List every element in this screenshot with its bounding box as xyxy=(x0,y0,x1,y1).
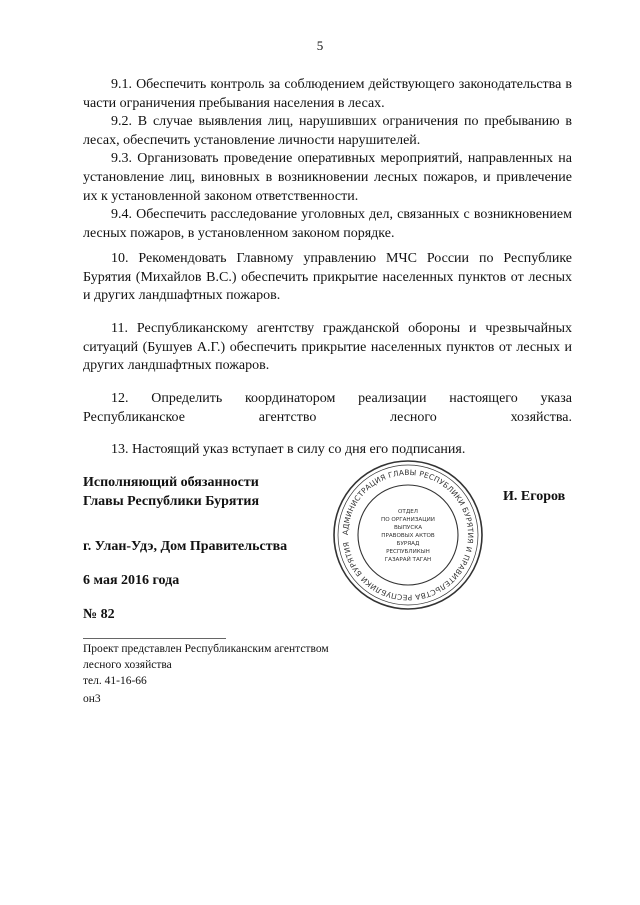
clause-11-block xyxy=(83,320,572,376)
stamp-center-line: РЕСПУБЛИКЫН xyxy=(386,549,430,555)
clause-9-block xyxy=(83,76,572,243)
signing-date: 6 мая 2016 года xyxy=(83,573,180,588)
clause-10: 10. Рекомендовать Главному управлению МЧС России по Республике Бурятия (Михайлов В.С.) обеспечить прикрытие населенных пунктов от лесных и других ландшафтных пожаров. xyxy=(83,251,572,304)
stamp-center-line: ВЫПУСКА xyxy=(393,525,423,531)
clause-9-2: 9.2. В случае выявления лиц, нарушивших ограничения по пребыванию в лесах, обеспечить установление личности нарушителей. xyxy=(83,114,572,148)
footnote-line-2: лесного хозяйства xyxy=(83,659,172,671)
stamp-center-line: ПО ОРГАНИЗАЦИИ xyxy=(381,517,435,523)
footnote-divider xyxy=(83,638,226,639)
footnote-line-1: Проект представлен Республиканским агентством xyxy=(83,643,329,655)
document-code: он3 xyxy=(83,693,101,705)
signing-place: г. Улан-Удэ, Дом Правительства xyxy=(83,539,288,554)
clause-11: 11. Республиканскому агентству гражданской обороны и чрезвычайных ситуаций (Бушуев А.Г.) обеспечить прикрытие населенных пунктов от лесных и других ландшафтных пожаров. xyxy=(83,321,572,374)
footnote-line-3: тел. 41-16-66 xyxy=(83,675,147,687)
clause-9-4: 9.4. Обеспечить расследование уголовных дел, связанных с возникновением лесных пожаров, в установленном законом порядке. xyxy=(83,207,572,241)
page-number: 5 xyxy=(316,38,324,53)
stamp-center-line: ГАЗАРАЙ ТАГАН xyxy=(384,557,432,563)
signatory-title-line-1: Исполняющий обязанности xyxy=(83,475,259,490)
signatory-name: И. Егоров xyxy=(503,489,566,504)
stamp-center-text xyxy=(381,509,435,563)
signatory-title xyxy=(83,473,259,511)
decree-number: № 82 xyxy=(83,607,115,622)
clause-12: 12. Определить координатором реализации настоящего указа Республиканское агентство лесного хозяйства. xyxy=(83,391,572,425)
footnote xyxy=(83,641,329,689)
stamp-center-line: ОТДЕЛ xyxy=(398,509,418,515)
official-stamp xyxy=(328,455,488,615)
clause-9-1: 9.1. Обеспечить контроль за соблюдением действующего законодательства в части ограничения пребывания населения в лесах. xyxy=(83,77,572,111)
stamp-ring-text: АДМИНИСТРАЦИЯ ГЛАВЫ РЕСПУБЛИКИ БУРЯТИЯ И ПРАВИТЕЛЬСТВА РЕСПУБЛИКИ БУРЯТИЯ xyxy=(340,467,476,603)
clause-10-block xyxy=(83,250,572,306)
clause-12-block xyxy=(83,390,572,427)
clause-13: 13. Настоящий указ вступает в силу со дня его подписания. xyxy=(111,442,466,457)
stamp-center-line: ПРАВОВЫХ АКТОВ xyxy=(381,533,435,539)
signatory-title-line-2: Главы Республики Бурятия xyxy=(83,494,260,509)
stamp-center-line: БУРЯАД xyxy=(396,541,420,547)
clause-9-3: 9.3. Организовать проведение оперативных мероприятий, направленных на установление лиц, виновных в возникновении лесных пожаров, и привлечение их к установленной законом ответственности. xyxy=(83,151,572,204)
